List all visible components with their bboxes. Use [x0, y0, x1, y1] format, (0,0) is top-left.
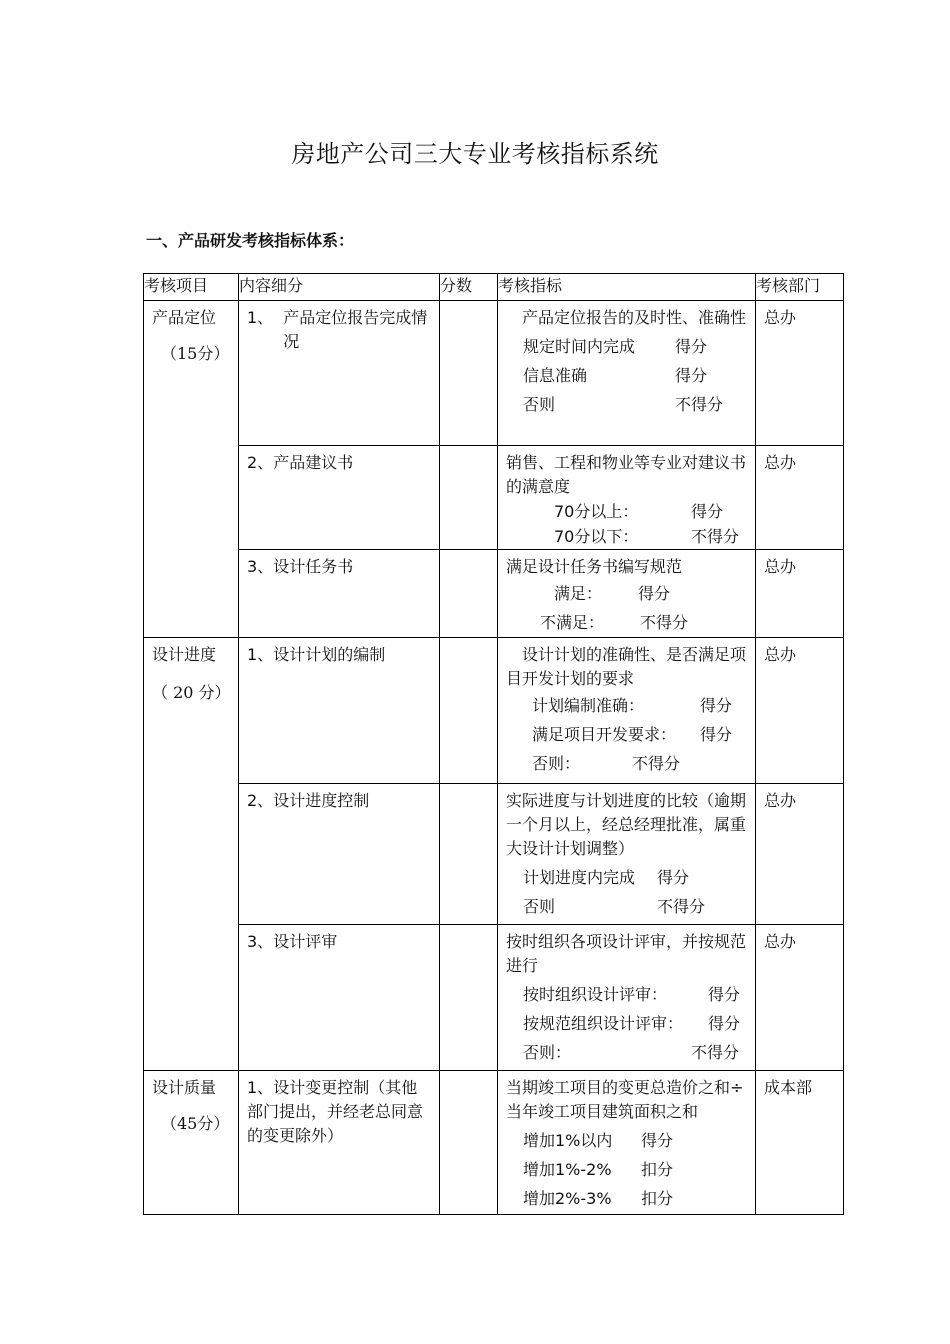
score-cell — [440, 638, 498, 784]
content-number: 2、 — [247, 453, 274, 472]
criteria-text: 产品定位报告的及时性、准确性 — [522, 308, 747, 327]
project-cell — [144, 301, 239, 638]
criteria-cell — [498, 1071, 756, 1215]
content-cell — [239, 301, 440, 446]
criteria-cell — [498, 784, 756, 925]
scoring-rule: 满足项目开发要求： 得分 — [532, 725, 733, 744]
content-number: 1、 — [247, 645, 274, 664]
department-cell — [756, 784, 844, 925]
content-number: 2、 — [247, 791, 274, 810]
content-number: 1、 — [247, 1078, 274, 1097]
header-department: 考核部门 — [756, 274, 844, 301]
scoring-rule: 满足： 得分 — [554, 584, 671, 603]
scoring-rule: 按时组织设计评审： 得分 — [523, 985, 741, 1004]
header-score: 分数 — [440, 274, 498, 301]
score-cell — [440, 301, 498, 446]
project-points: （15分） — [161, 344, 230, 363]
scoring-rule: 计划进度内完成 得分 — [523, 868, 690, 887]
scoring-rule: 增加2%-3% 扣分 — [523, 1189, 674, 1208]
table-row — [144, 784, 844, 925]
scoring-rule: 增加1%-2% 扣分 — [523, 1160, 674, 1179]
content-number: 3、 — [247, 557, 274, 576]
content-text: 产品建议书 — [273, 453, 354, 472]
criteria-cell — [498, 550, 756, 638]
department-cell — [756, 301, 844, 446]
table-row — [144, 925, 844, 1071]
project-cell — [144, 638, 239, 1071]
department-name: 成本部 — [764, 1078, 813, 1097]
criteria-text: 实际进度与计划进度的比较（逾期一个月以上，经总经理批准，属重大设计计划调整） — [506, 791, 747, 858]
score-cell — [440, 1071, 498, 1215]
department-name: 总办 — [764, 932, 797, 951]
content-text: 设计评审 — [273, 932, 338, 951]
table-row — [144, 446, 844, 550]
content-number: 3、 — [247, 932, 274, 951]
project-name: 产品定位 — [152, 308, 217, 327]
scoring-rule: 否则： 不得分 — [532, 754, 681, 773]
department-cell — [756, 925, 844, 1071]
table-header-row — [144, 274, 844, 301]
scoring-rule: 否则 不得分 — [523, 897, 706, 916]
criteria-text: 当期竣工项目的变更总造价之和÷当年竣工项目建筑面积之和 — [506, 1078, 744, 1121]
content-cell — [239, 446, 440, 550]
department-name: 总办 — [764, 791, 797, 810]
score-cell — [440, 550, 498, 638]
content-text: 设计计划的编制 — [273, 645, 386, 664]
content-cell — [239, 638, 440, 784]
project-name: 设计质量 — [152, 1078, 217, 1097]
content-cell — [239, 784, 440, 925]
content-text: 设计任务书 — [273, 557, 354, 576]
criteria-cell — [498, 638, 756, 784]
department-name: 总办 — [764, 557, 797, 576]
criteria-text: 按时组织各项设计评审，并按规范进行 — [506, 932, 747, 975]
scoring-rule: 规定时间内完成 得分 — [523, 337, 708, 356]
score-cell — [440, 446, 498, 550]
kpi-table — [143, 273, 844, 1215]
header-project: 考核项目 — [144, 274, 239, 301]
scoring-rule: 70分以上： 得分 — [554, 502, 724, 521]
content-text: 设计进度控制 — [273, 791, 370, 810]
header-content: 内容细分 — [239, 274, 440, 301]
table-row — [144, 550, 844, 638]
score-cell — [440, 784, 498, 925]
table-row — [144, 1071, 844, 1215]
scoring-rule: 70分以下： 不得分 — [554, 527, 740, 546]
criteria-cell — [498, 925, 756, 1071]
table-row — [144, 638, 844, 784]
section-title: 一、产品研发考核指标体系： — [146, 231, 355, 250]
content-text: 产品定位报告完成情况 — [283, 308, 428, 351]
department-cell — [756, 550, 844, 638]
department-name: 总办 — [764, 308, 797, 327]
document-title: 房地产公司三大专业考核指标系统 — [291, 140, 659, 168]
criteria-text: 满足设计任务书编写规范 — [506, 557, 683, 576]
scoring-rule: 否则： 不得分 — [523, 1043, 740, 1062]
scoring-rule: 增加1%以内 得分 — [523, 1131, 674, 1150]
department-cell — [756, 638, 844, 784]
scoring-rule: 不满足： 不得分 — [540, 613, 689, 632]
content-cell — [239, 925, 440, 1071]
scoring-rule: 计划编制准确： 得分 — [532, 696, 733, 715]
project-name: 设计进度 — [152, 645, 217, 664]
content-cell — [239, 550, 440, 638]
scoring-rule: 信息准确 得分 — [523, 366, 708, 385]
score-cell — [440, 925, 498, 1071]
criteria-cell — [498, 446, 756, 550]
department-name: 总办 — [764, 645, 797, 664]
criteria-text: 销售、工程和物业等专业对建议书的满意度 — [506, 453, 747, 496]
scoring-rule: 按规范组织设计评审： 得分 — [523, 1014, 741, 1033]
criteria-text: 设计计划的准确性、是否满足项目开发计划的要求 — [506, 645, 747, 688]
content-text: 1、设计变更控制（其他部门提出，并经老总同意的变更除外） — [247, 1078, 424, 1145]
project-cell — [144, 1071, 239, 1215]
department-cell — [756, 446, 844, 550]
project-points: （ 20 分） — [152, 683, 231, 702]
department-cell — [756, 1071, 844, 1215]
scoring-rule: 否则 不得分 — [523, 395, 724, 414]
table-row — [144, 301, 844, 446]
department-name: 总办 — [764, 453, 797, 472]
project-points: （45分） — [161, 1114, 230, 1133]
content-number: 1、 — [247, 308, 274, 327]
header-criteria: 考核指标 — [498, 274, 756, 301]
criteria-cell — [498, 301, 756, 446]
content-cell — [239, 1071, 440, 1215]
